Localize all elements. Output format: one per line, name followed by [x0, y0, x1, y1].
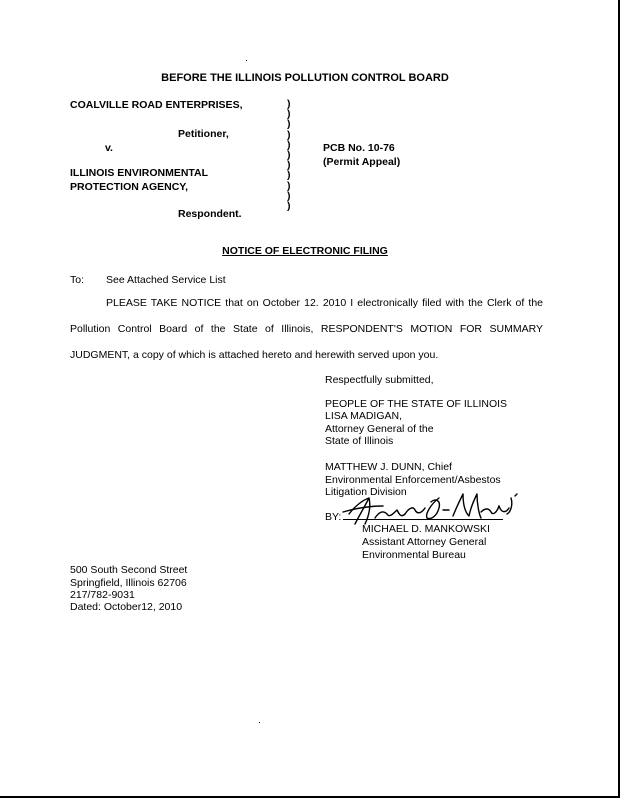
dated-line: Dated: October12, 2010: [70, 601, 183, 613]
body-line-3: JUDGMENT, a copy of which is attached hereto and herewith served upon you.: [70, 349, 439, 361]
address-city: Springfield, Illinois 62706: [70, 577, 187, 589]
people-line: PEOPLE OF THE STATE OF ILLINOIS: [325, 398, 508, 410]
caption-parens: [287, 99, 291, 211]
caption-paren: ): [287, 169, 291, 182]
respondent-name-line1: ILLINOIS ENVIRONMENTAL: [70, 167, 209, 179]
caption-paren: ): [287, 189, 291, 202]
respondent-name-line2: PROTECTION AGENCY,: [70, 181, 189, 193]
caption-paren: ): [287, 149, 291, 162]
closing: Respectfully submitted,: [325, 374, 434, 386]
body-line-2: Pollution Control Board of the State of Illinois, RESPONDENT'S MOTION FOR SUMMARY: [70, 323, 543, 335]
address-street: 500 South Second Street: [70, 564, 188, 576]
attorney-general-title-2: State of Illinois: [325, 435, 394, 447]
court-title: BEFORE THE ILLINOIS POLLUTION CONTROL BOARD: [161, 72, 449, 84]
caption-paren: ): [287, 179, 291, 192]
caption-paren: ): [287, 138, 291, 151]
petitioner-role: Petitioner,: [178, 128, 229, 140]
address-phone: 217/782-9031: [70, 589, 135, 601]
caption-paren: ): [287, 98, 291, 110]
chief-name: MATTHEW J. DUNN, Chief: [325, 461, 452, 473]
respondent-role: Respondent.: [178, 208, 242, 220]
chief-title-2: Litigation Division: [325, 486, 407, 498]
to-label: To:: [70, 274, 85, 286]
signer-title-1: Assistant Attorney General: [362, 536, 487, 548]
case-number: PCB No. 10-76: [323, 142, 395, 154]
case-type: (Permit Appeal): [323, 156, 401, 168]
notice-heading: NOTICE OF ELECTRONIC FILING: [222, 245, 388, 257]
chief-title-1: Environmental Enforcement/Asbestos: [325, 474, 501, 486]
attorney-general-name: LISA MADIGAN,: [325, 410, 403, 422]
scan-speck: [259, 722, 260, 723]
caption-paren: ): [287, 128, 291, 141]
versus-label: v.: [105, 142, 113, 154]
caption-paren: ): [287, 108, 291, 121]
attorney-general-title-1: Attorney General of the: [325, 423, 434, 435]
signer-name: MICHAEL D. MANKOWSKI: [362, 523, 490, 535]
petitioner-name: COALVILLE ROAD ENTERPRISES,: [70, 99, 243, 111]
to-value: See Attached Service List: [106, 274, 226, 286]
body-line-1: PLEASE TAKE NOTICE that on October 12. 2010 I electronically filed with the Clerk of the: [106, 297, 543, 309]
caption-paren: ): [287, 200, 291, 213]
signer-title-2: Environmental Bureau: [362, 549, 466, 561]
caption-paren: ): [287, 159, 291, 172]
by-label: BY:: [325, 511, 342, 523]
scan-speck: [246, 60, 247, 61]
caption-paren: ): [287, 118, 291, 131]
